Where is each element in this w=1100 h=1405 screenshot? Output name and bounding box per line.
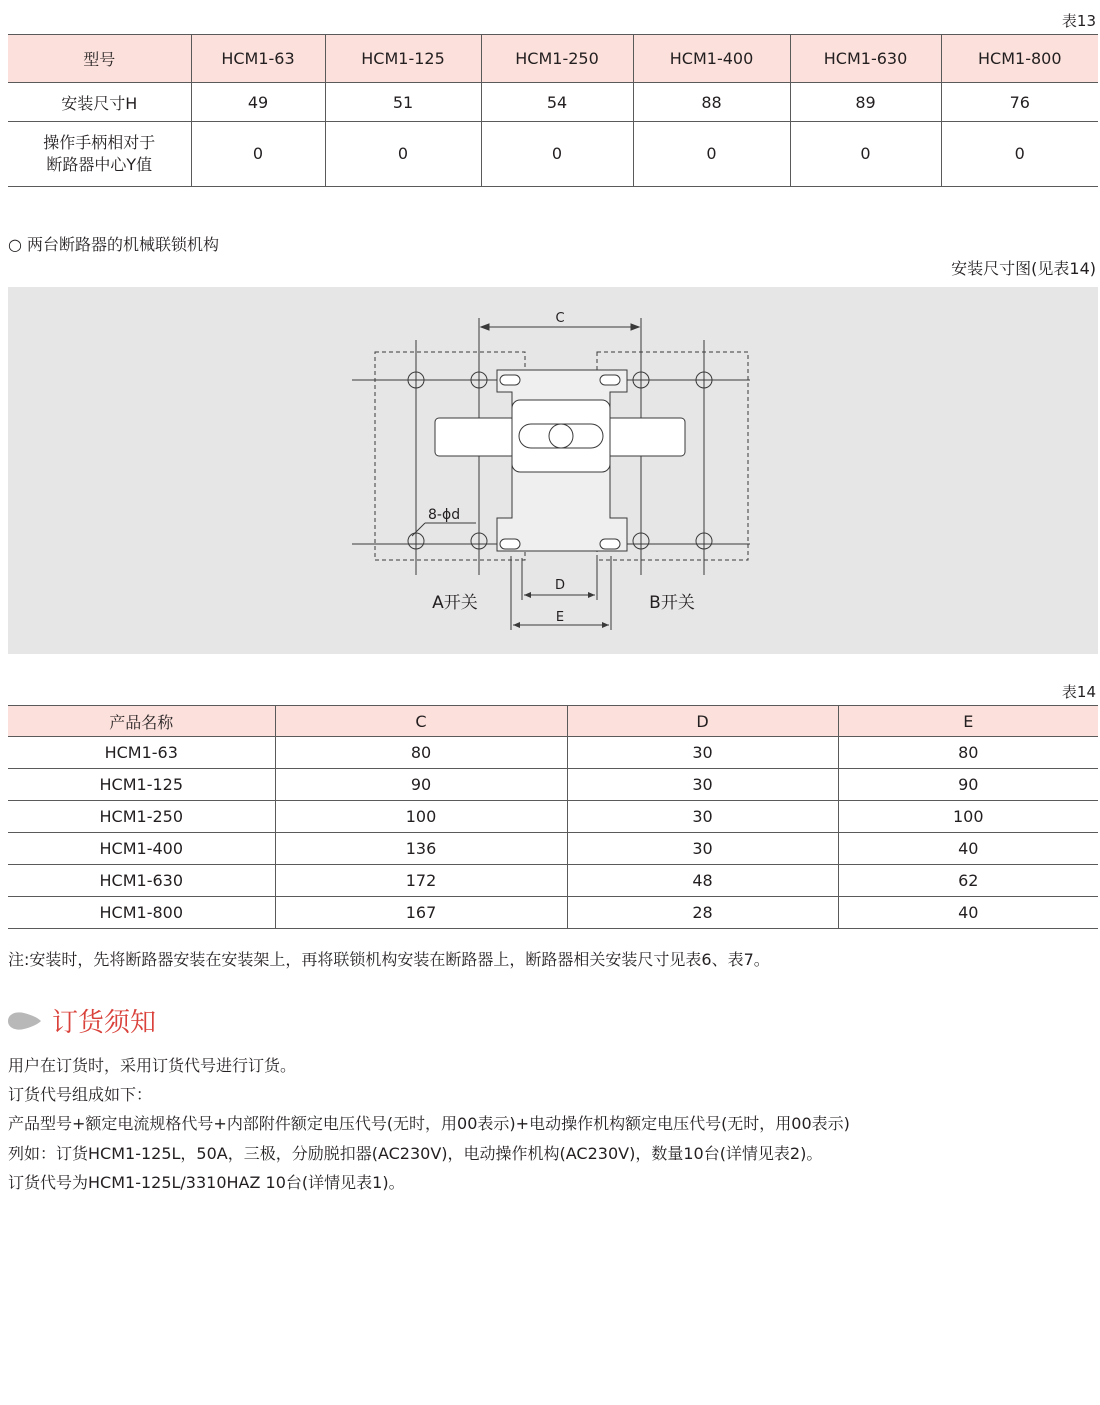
- table-cell: HCM1-800: [8, 897, 275, 929]
- table-cell: 90: [275, 769, 567, 801]
- table-row: [8, 122, 1098, 187]
- row-label: 安装尺寸H: [8, 83, 191, 122]
- table-row: [8, 801, 1098, 833]
- table-cell: 54: [481, 83, 633, 122]
- ordering-line: 订货代号为HCM1-125L/3310HAZ 10台(详情见表1)。: [8, 1173, 405, 1192]
- switch-a-label: A开关: [432, 593, 478, 613]
- diagram-caption: 安装尺寸图(见表14): [951, 259, 1096, 278]
- right-handle-bar: [605, 418, 685, 456]
- table-cell: HCM1-125: [8, 769, 275, 801]
- table-cell: 30: [567, 833, 838, 865]
- plate-slot: [500, 539, 520, 549]
- table13-header-cell: HCM1-63: [191, 35, 325, 83]
- table14-caption: 表14: [1061, 683, 1096, 701]
- ordering-line: 用户在订货时，采用订货代号进行订货。: [8, 1056, 297, 1075]
- table-cell: 40: [838, 897, 1098, 929]
- table13-header-cell: HCM1-125: [325, 35, 481, 83]
- table-cell: HCM1-630: [8, 865, 275, 897]
- interlock-heading: ○ 两台断路器的机械联锁机构: [8, 235, 220, 254]
- plate-slot: [600, 539, 620, 549]
- table13-header-cell: 型号: [8, 35, 191, 83]
- section-bullet-icon: [6, 1010, 42, 1032]
- ordering-line: 订货代号组成如下：: [8, 1085, 153, 1104]
- hole-callout-label: 8-ϕd: [428, 507, 461, 523]
- table-cell: HCM1-63: [8, 737, 275, 769]
- table-cell: 136: [275, 833, 567, 865]
- table13-header-cell: HCM1-400: [633, 35, 790, 83]
- table14-header-cell: E: [838, 706, 1098, 737]
- table-cell: 167: [275, 897, 567, 929]
- table-row: [8, 897, 1098, 929]
- table-cell: 89: [790, 83, 941, 122]
- switch-b-label: B开关: [649, 593, 695, 613]
- row-label-line: 断路器中心Y值: [46, 155, 153, 174]
- table13-header-cell: HCM1-250: [481, 35, 633, 83]
- table-cell: 0: [633, 122, 790, 187]
- table-cell: 172: [275, 865, 567, 897]
- plate-slot: [600, 375, 620, 385]
- table-cell: 90: [838, 769, 1098, 801]
- table-cell: 100: [838, 801, 1098, 833]
- table-cell: 0: [325, 122, 481, 187]
- table-cell: 48: [567, 865, 838, 897]
- row-label-line: 操作手柄相对于: [43, 133, 156, 152]
- interlock-dimension-diagram: [340, 300, 760, 640]
- table-cell: 62: [838, 865, 1098, 897]
- table-cell: 30: [567, 801, 838, 833]
- dim-label-c: C: [555, 311, 565, 326]
- table13: [8, 34, 1098, 187]
- table-cell: 51: [325, 83, 481, 122]
- table-cell: 0: [191, 122, 325, 187]
- table-row: [8, 833, 1098, 865]
- table14-header-row: [8, 706, 1098, 737]
- ordering-line: 列如：订货HCM1-125L，50A，三极，分励脱扣器(AC230V)，电动操作机构(AC230V)，数量10台(详情见表2)。: [8, 1144, 823, 1163]
- table-cell: 88: [633, 83, 790, 122]
- table-cell: 0: [481, 122, 633, 187]
- table13-caption: 表13: [1061, 12, 1096, 30]
- table13-header-row: [8, 35, 1098, 83]
- table-cell: 0: [941, 122, 1098, 187]
- table14-header-cell: C: [275, 706, 567, 737]
- dim-label-e: E: [555, 610, 565, 625]
- table-row: [8, 737, 1098, 769]
- table-cell: 40: [838, 833, 1098, 865]
- table13-header-cell: HCM1-630: [790, 35, 941, 83]
- table-row: [8, 83, 1098, 122]
- plate-slot: [500, 375, 520, 385]
- dim-label-d: D: [554, 578, 566, 593]
- left-handle-bar: [435, 418, 515, 456]
- table-cell: HCM1-250: [8, 801, 275, 833]
- table-cell: 100: [275, 801, 567, 833]
- table-cell: 49: [191, 83, 325, 122]
- table-cell: 80: [838, 737, 1098, 769]
- table14-header-cell: 产品名称: [8, 706, 275, 737]
- table-cell: 0: [790, 122, 941, 187]
- table14-header-cell: D: [567, 706, 838, 737]
- table-row: [8, 865, 1098, 897]
- table-cell: 80: [275, 737, 567, 769]
- table-row: [8, 769, 1098, 801]
- table-cell: 28: [567, 897, 838, 929]
- ordering-title: 订货须知: [52, 1008, 157, 1038]
- install-note: 注:安装时，先将断路器安装在安装架上，再将联锁机构安装在断路器上，断路器相关安装尺寸见表6、表7。: [8, 950, 770, 969]
- table13-header-cell: HCM1-800: [941, 35, 1098, 83]
- row-label: [8, 122, 191, 187]
- ordering-line: 产品型号+额定电流规格代号+内部附件额定电压代号(无时，用00表示)+电动操作机构额定电压代号(无时，用00表示): [8, 1114, 850, 1133]
- table-cell: 76: [941, 83, 1098, 122]
- table-cell: HCM1-400: [8, 833, 275, 865]
- center-pin: [549, 424, 573, 448]
- table-cell: 30: [567, 737, 838, 769]
- table14: [8, 705, 1098, 929]
- table-cell: 30: [567, 769, 838, 801]
